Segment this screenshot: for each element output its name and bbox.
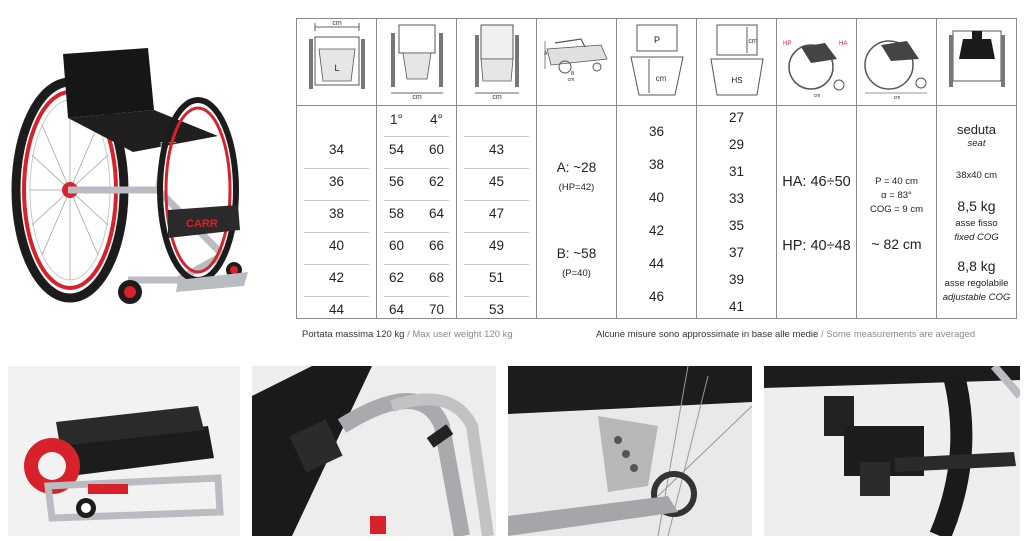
seat-size: 38x40 cm [955, 170, 998, 181]
total-width-values [377, 106, 457, 319]
total-width-value: 58 [388, 206, 405, 221]
weight-adjustable-label-en: adjustable COG [942, 292, 1011, 303]
seat-width-values [297, 106, 377, 319]
header-length [857, 19, 937, 106]
folded-width-value: 45 [488, 174, 505, 189]
total-width-value: 70 [428, 302, 445, 317]
folded-width-value: 49 [488, 238, 505, 253]
weight-values [937, 106, 1017, 319]
folded-width-values [457, 106, 537, 319]
folded-width-value: 47 [488, 206, 505, 221]
seat-depth-value: 42 [648, 223, 665, 238]
total-width-value: 60 [428, 142, 445, 157]
approx-note-it: Alcune misure sono approssimate in base alle medie [596, 329, 819, 340]
seat-height-letter: HS [730, 76, 743, 85]
seat-height-value: 27 [728, 110, 745, 125]
weight-adjustable-label: asse regolabile [944, 278, 1009, 289]
height-ha-value: HA: 46÷50 [782, 174, 851, 190]
seat-height-value: 29 [728, 137, 745, 152]
overall-length-icon [861, 19, 933, 99]
approx-note-en: / Some measurements are averaged [820, 329, 976, 340]
total-width-value: 64 [388, 302, 405, 317]
seat-height-value: 37 [728, 245, 745, 260]
seat-width-value: 40 [328, 238, 345, 253]
folded-width-value: 51 [488, 270, 505, 285]
overall-length-unit: cm [893, 95, 900, 99]
seat-width-value: 34 [328, 142, 345, 157]
total-width-head-1: 1° [390, 112, 403, 127]
header-total-width [377, 19, 457, 106]
folded-dim-b: B: ~58 [556, 246, 597, 261]
seat-depth-value: 38 [648, 157, 665, 172]
length-param-cog: COG = 9 cm [869, 204, 924, 215]
overall-height-icon [781, 19, 853, 99]
folded-dim-b-note: (P=40) [562, 268, 591, 279]
total-width-value: 60 [388, 238, 405, 253]
header-folded-width [457, 19, 537, 106]
seat-height-values [697, 106, 777, 319]
overall-height-values [777, 106, 857, 319]
total-width-value: 62 [428, 174, 445, 189]
length-param-angle: α = 83° [881, 190, 912, 201]
brand-logo: CARR [186, 218, 218, 230]
total-width-head-2: 4° [430, 112, 443, 127]
wheelchair-product-image [8, 40, 284, 320]
seat-width-value: 42 [328, 270, 345, 285]
seat-height-value: 35 [728, 218, 745, 233]
weight-fixed-label-en: fixed COG [954, 232, 999, 243]
weight-adjustable: 8,8 kg [957, 258, 996, 274]
total-width-value: 54 [388, 142, 405, 157]
photo-frame-detail [252, 366, 496, 536]
header-weight [937, 19, 1017, 106]
height-hp-value: HP: 40÷48 [782, 238, 851, 254]
folded-dim-a-note: (HP=42) [558, 182, 595, 193]
header-seat-height [697, 19, 777, 106]
photo-brake-detail [764, 366, 1020, 536]
photo-folded-chair [8, 366, 240, 536]
total-width-value: 66 [428, 238, 445, 253]
folded-dim-a: A: ~28 [556, 160, 597, 175]
seat-label: seduta [956, 122, 997, 137]
weight-fixed: 8,5 kg [957, 198, 996, 214]
seat-depth-value: 44 [648, 256, 665, 271]
photo-axle-detail [508, 366, 752, 536]
total-width-icon [381, 19, 453, 99]
spec-table [296, 18, 1017, 319]
seat-depth-letter: P [653, 35, 660, 45]
total-width-value: 68 [428, 270, 445, 285]
max-weight-it: Portata massima 120 kg [302, 329, 405, 340]
seat-depth-value: 40 [648, 190, 665, 205]
seat-depth-value: 36 [648, 124, 665, 139]
folded-width-value: 53 [488, 302, 505, 317]
length-param-p: P = 40 cm [875, 176, 918, 187]
svg-text:A: A [543, 51, 547, 57]
total-width-value: 64 [428, 206, 445, 221]
backrest-mark: EOS [160, 141, 177, 150]
header-seat-width [297, 19, 377, 106]
folded-width-icon [461, 19, 533, 99]
header-overall-height [777, 19, 857, 106]
seat-depth-value: 46 [648, 289, 665, 304]
seat-label-en: seat [967, 138, 986, 149]
approx-note [596, 329, 975, 340]
overall-height-ha: HA [838, 41, 847, 47]
overall-length-values [857, 106, 937, 319]
max-weight-note [302, 329, 513, 340]
seat-width-icon [301, 19, 373, 99]
total-width-value: 56 [388, 174, 405, 189]
seat-width-value: 36 [328, 174, 345, 189]
folded-dims-icon [541, 19, 613, 99]
seat-height-icon [701, 19, 773, 99]
max-weight-en: / Max user weight 120 kg [407, 329, 513, 340]
folded-dims-values [537, 106, 617, 319]
weight-icon [941, 19, 1013, 99]
total-width-unit: cm [411, 94, 422, 99]
folded-width-value: 43 [488, 142, 505, 157]
seat-width-value: 44 [328, 302, 345, 317]
seat-height-value: 31 [728, 164, 745, 179]
seat-depth-icon [621, 19, 693, 99]
seat-height-value: 33 [728, 191, 745, 206]
seat-width-value: 38 [328, 206, 345, 221]
length-value: ~ 82 cm [871, 236, 922, 252]
overall-height-unit: cm [813, 93, 820, 99]
folded-width-unit: cm [491, 94, 502, 99]
total-width-value: 62 [388, 270, 405, 285]
folded-dims-unit: cm [567, 77, 574, 83]
weight-fixed-label: asse fisso [955, 218, 998, 229]
header-folded-dims [537, 19, 617, 106]
seat-depth-unit: cm [655, 74, 666, 83]
seat-height-unit: cm [747, 38, 758, 45]
seat-height-value: 41 [728, 299, 745, 314]
seat-width-unit: cm [331, 20, 342, 27]
seat-width-letter: L [333, 63, 340, 73]
overall-height-hp: HP [782, 41, 791, 47]
svg-text:B: B [570, 71, 574, 77]
seat-depth-values [617, 106, 697, 319]
header-seat-depth [617, 19, 697, 106]
seat-height-value: 39 [728, 272, 745, 287]
